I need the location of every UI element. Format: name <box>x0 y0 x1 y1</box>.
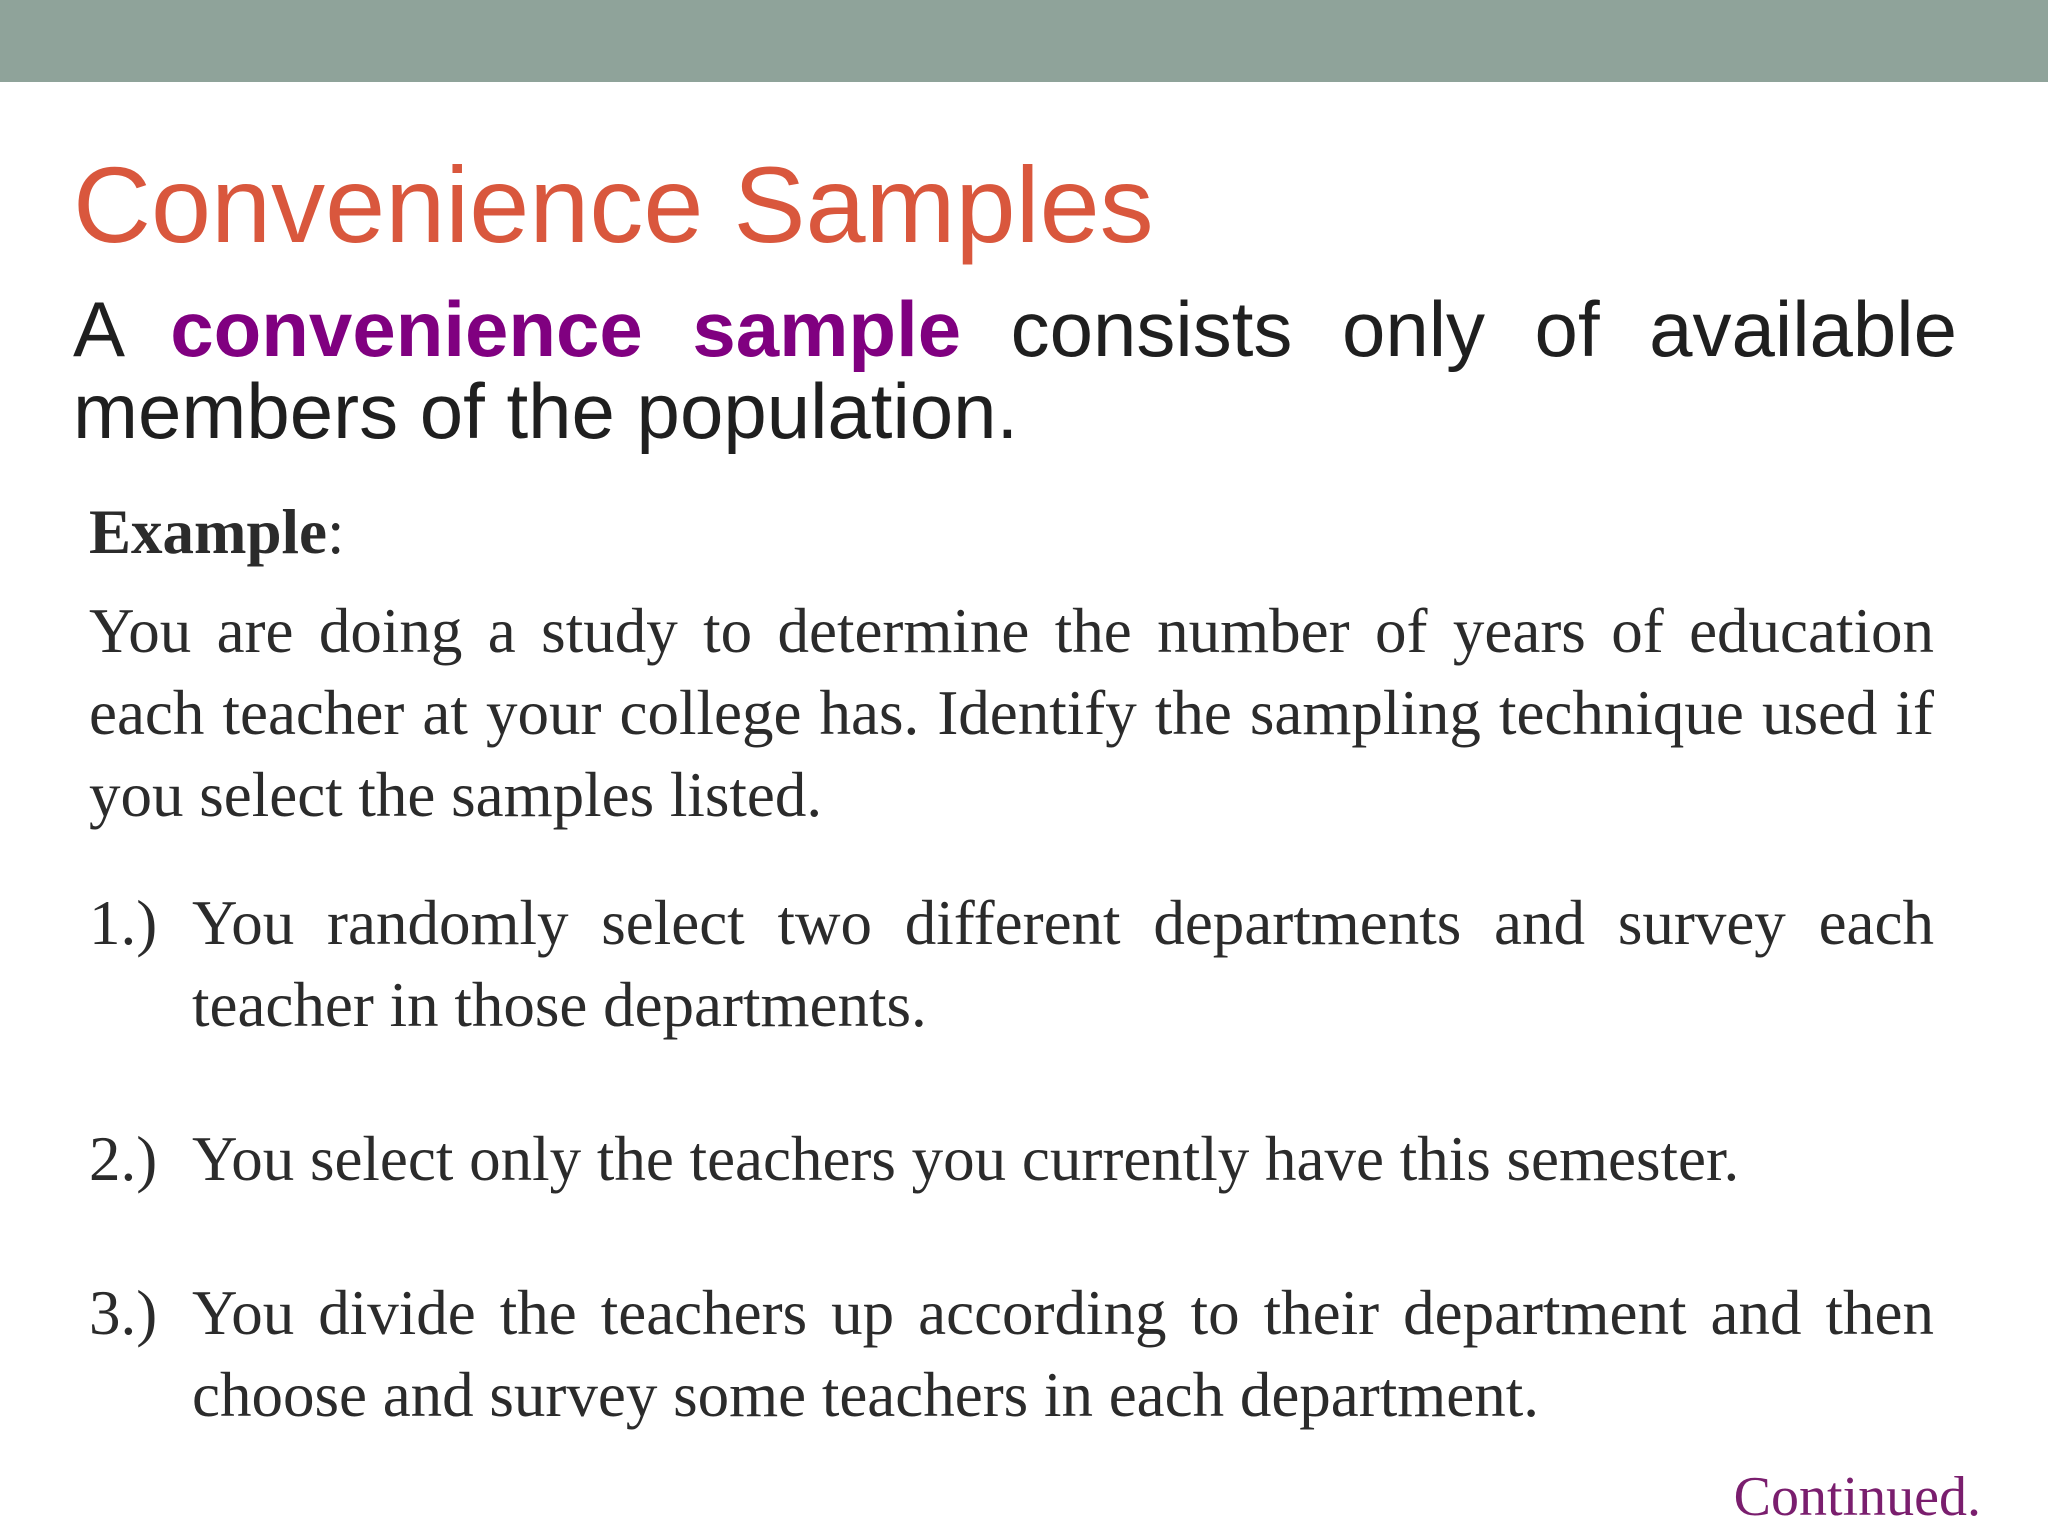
question-text: You select only the teachers you currently have this semester. <box>192 1124 1740 1194</box>
question-3 <box>89 1272 1934 1436</box>
question-text: You divide the teachers up according to their department and then choose and survey some teachers in each department. <box>192 1278 1934 1430</box>
top-accent-band <box>0 0 2048 82</box>
definition-lead: A <box>73 285 121 373</box>
question-2 <box>89 1118 1934 1200</box>
definition-term: convenience sample <box>170 285 962 373</box>
slide-title: Convenience Samples <box>73 144 1154 265</box>
question-number: 1.) <box>89 888 158 958</box>
question-1 <box>89 882 1934 1046</box>
example-heading <box>89 492 345 572</box>
example-colon: : <box>327 497 345 567</box>
example-text: You are doing a study to determine the number of years of education each teacher at your college has. Identify the sampling technique used if you select the samples listed. <box>89 596 1934 830</box>
continued-note: Continued. <box>1733 1466 1981 1528</box>
definition-paragraph <box>73 285 1958 455</box>
definition-rest: consists only of available members of the population. <box>73 285 1958 455</box>
question-text: You randomly select two different departments and survey each teacher in those departments. <box>192 888 1934 1040</box>
example-label: Example <box>89 497 328 567</box>
question-number: 2.) <box>89 1124 158 1194</box>
question-number: 3.) <box>89 1278 158 1348</box>
